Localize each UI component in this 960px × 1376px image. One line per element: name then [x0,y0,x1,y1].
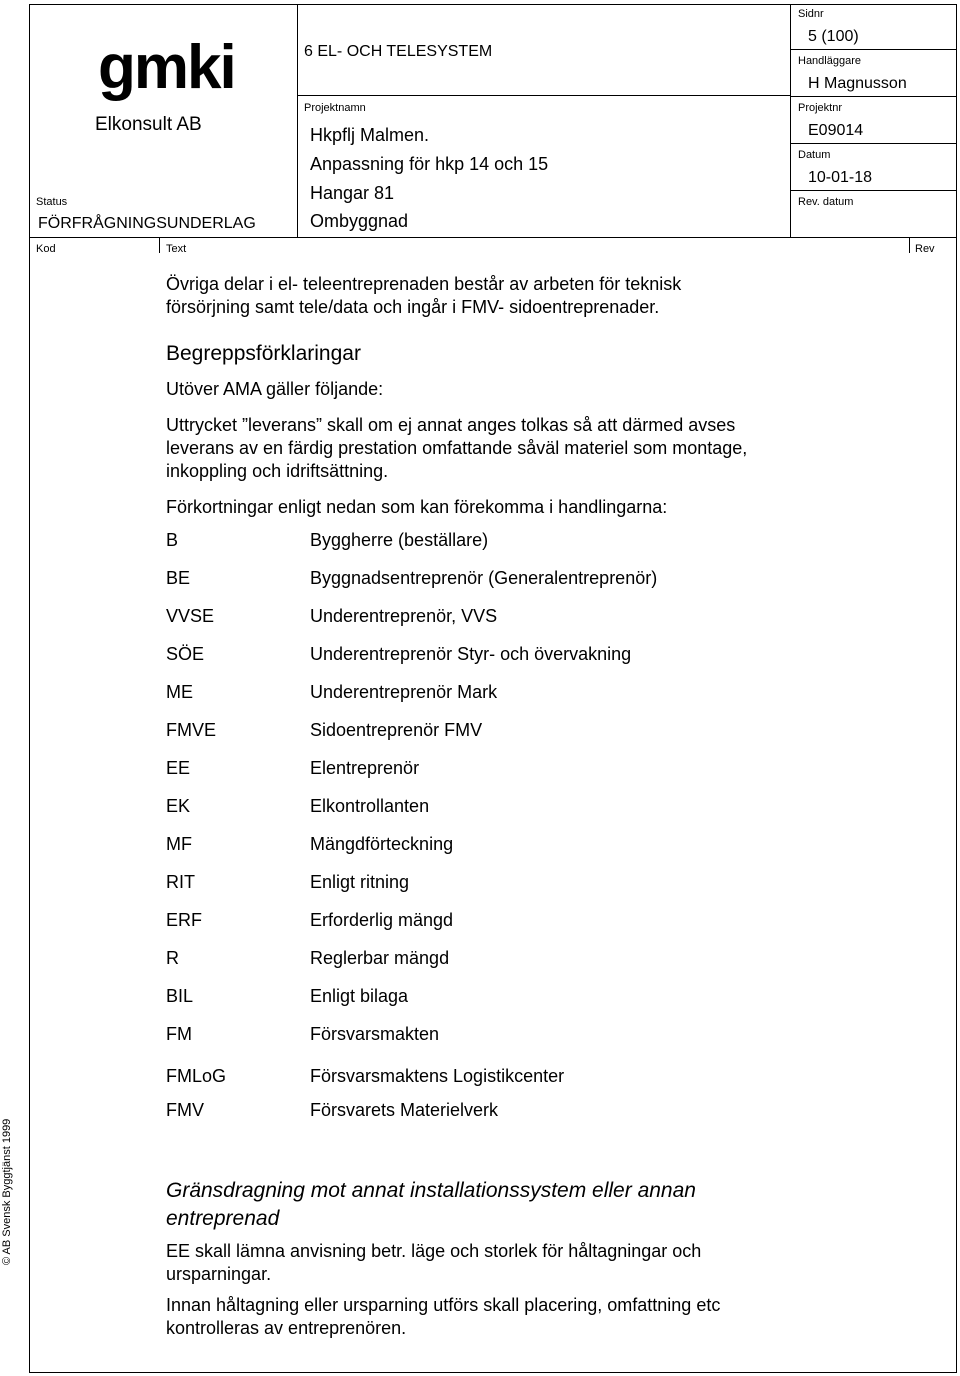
abbreviation-description: Försvarets Materielverk [310,1100,499,1120]
paragraph-leverans: Uttrycket ”leverans” skall om ej annat anges tolkas så att därmed avses leverans av en färdig prestation omfattande såväl materiel som montage, inkoppling och idriftsättning. [166,415,748,481]
abbreviation-description: Elentreprenör [310,758,420,778]
project-name-line: Hangar 81 [310,183,395,203]
abbreviation-description: Byggnadsentreprenör (Generalentreprenör) [310,568,658,588]
abbreviation-code: B [166,530,179,550]
project-name-line: Ombyggnad [310,211,409,231]
paragraph-abbreviations-intro: Förkortningar enligt nedan som kan förekomma i handlingarna: [166,497,668,517]
abbreviation-description: Underentreprenör, VVS [310,606,498,626]
abbreviation-description: Reglerbar mängd [310,948,450,968]
paragraph-ama: Utöver AMA gäller följande: [166,379,384,399]
handler-value: H Magnusson [808,75,907,92]
abbreviation-code: MF [166,834,192,854]
abbreviation-code: R [166,948,179,968]
section-heading-boundaries: Gränsdragning mot annat installationssystem eller annan entreprenad [166,1179,696,1230]
section-heading-definitions: Begreppsförklaringar [166,342,361,365]
abbreviation-description: Erforderlig mängd [310,910,454,930]
project-name-line: Hkpflj Malmen. [310,125,430,145]
divider-rev [909,237,910,253]
company-logo: gmki [98,33,235,102]
divider-header-bottom [29,237,957,238]
status-label: Status [36,196,68,208]
column-text-label: Text [166,243,187,255]
company-name: Elkonsult AB [95,114,202,135]
abbreviation-description: Försvarsmakten [310,1024,440,1044]
divider-meta-1 [790,49,957,50]
abbreviation-code: FMV [166,1100,204,1120]
abbreviation-description: Mängdförteckning [310,834,454,854]
abbreviation-code: ME [166,682,193,702]
abbreviation-description: Elkontrollanten [310,796,430,816]
abbreviation-description: Försvarsmaktens Logistikcenter [310,1066,565,1086]
divider-meta-2 [790,96,957,97]
date-value: 10-01-18 [808,169,873,186]
divider-meta-4 [790,190,957,191]
abbreviation-description: Underentreprenör Mark [310,682,498,702]
abbreviation-code: RIT [166,872,195,892]
abbreviation-code: FMVE [166,720,217,740]
page-number-value: 5 (100) [808,28,859,45]
paragraph-kontroll: Innan håltagning eller ursparning utförs skall placering, omfattning etc kontrolleras av entreprenören. [166,1295,721,1338]
abbreviation-code: EK [166,796,191,816]
abbreviation-description: Byggherre (beställare) [310,530,489,550]
date-label: Datum [798,149,831,161]
abbreviation-code: FM [166,1024,192,1044]
intro-paragraph: Övriga delar i el- teleentreprenaden består av arbeten för teknisk försörjning samt tele/data och ingår i FMV- sidoentreprenader. [166,274,682,317]
project-number-value: E09014 [808,122,864,139]
chapter-title: 6 EL- OCH TELESYSTEM [304,43,493,60]
abbreviation-code: FMLoG [166,1066,227,1086]
abbreviation-description: Enligt bilaga [310,986,409,1006]
column-kod-label: Kod [36,243,56,255]
abbreviation-description: Sidoentreprenör FMV [310,720,483,740]
divider-kod [159,237,160,253]
paragraph-anvisning: EE skall lämna anvisning betr. läge och storlek för håltagningar och ursparningar. [166,1241,702,1284]
divider-logo [297,4,298,237]
project-number-label: Projektnr [798,102,843,114]
divider-chapter [297,95,790,96]
abbreviation-code: SÖE [166,644,205,664]
copyright-notice: © AB Svensk Byggtjänst 1999 [1,1118,13,1265]
project-name-label: Projektnamn [304,102,366,114]
abbreviation-description: Enligt ritning [310,872,410,892]
abbreviation-code: BE [166,568,191,588]
abbreviation-code: ERF [166,910,202,930]
status-value: FÖRFRÅGNINGSUNDERLAG [38,215,256,232]
divider-meta-3 [790,143,957,144]
abbreviation-code: EE [166,758,191,778]
revision-date-label: Rev. datum [798,196,854,208]
abbreviation-description: Underentreprenör Styr- och övervakning [310,644,632,664]
abbreviation-code: VVSE [166,606,215,626]
abbreviation-code: BIL [166,986,194,1006]
page-number-label: Sidnr [798,8,824,20]
divider-meta [790,4,791,237]
project-name-line: Anpassning för hkp 14 och 15 [310,154,549,174]
handler-label: Handläggare [798,55,861,67]
column-rev-label: Rev [915,243,935,255]
